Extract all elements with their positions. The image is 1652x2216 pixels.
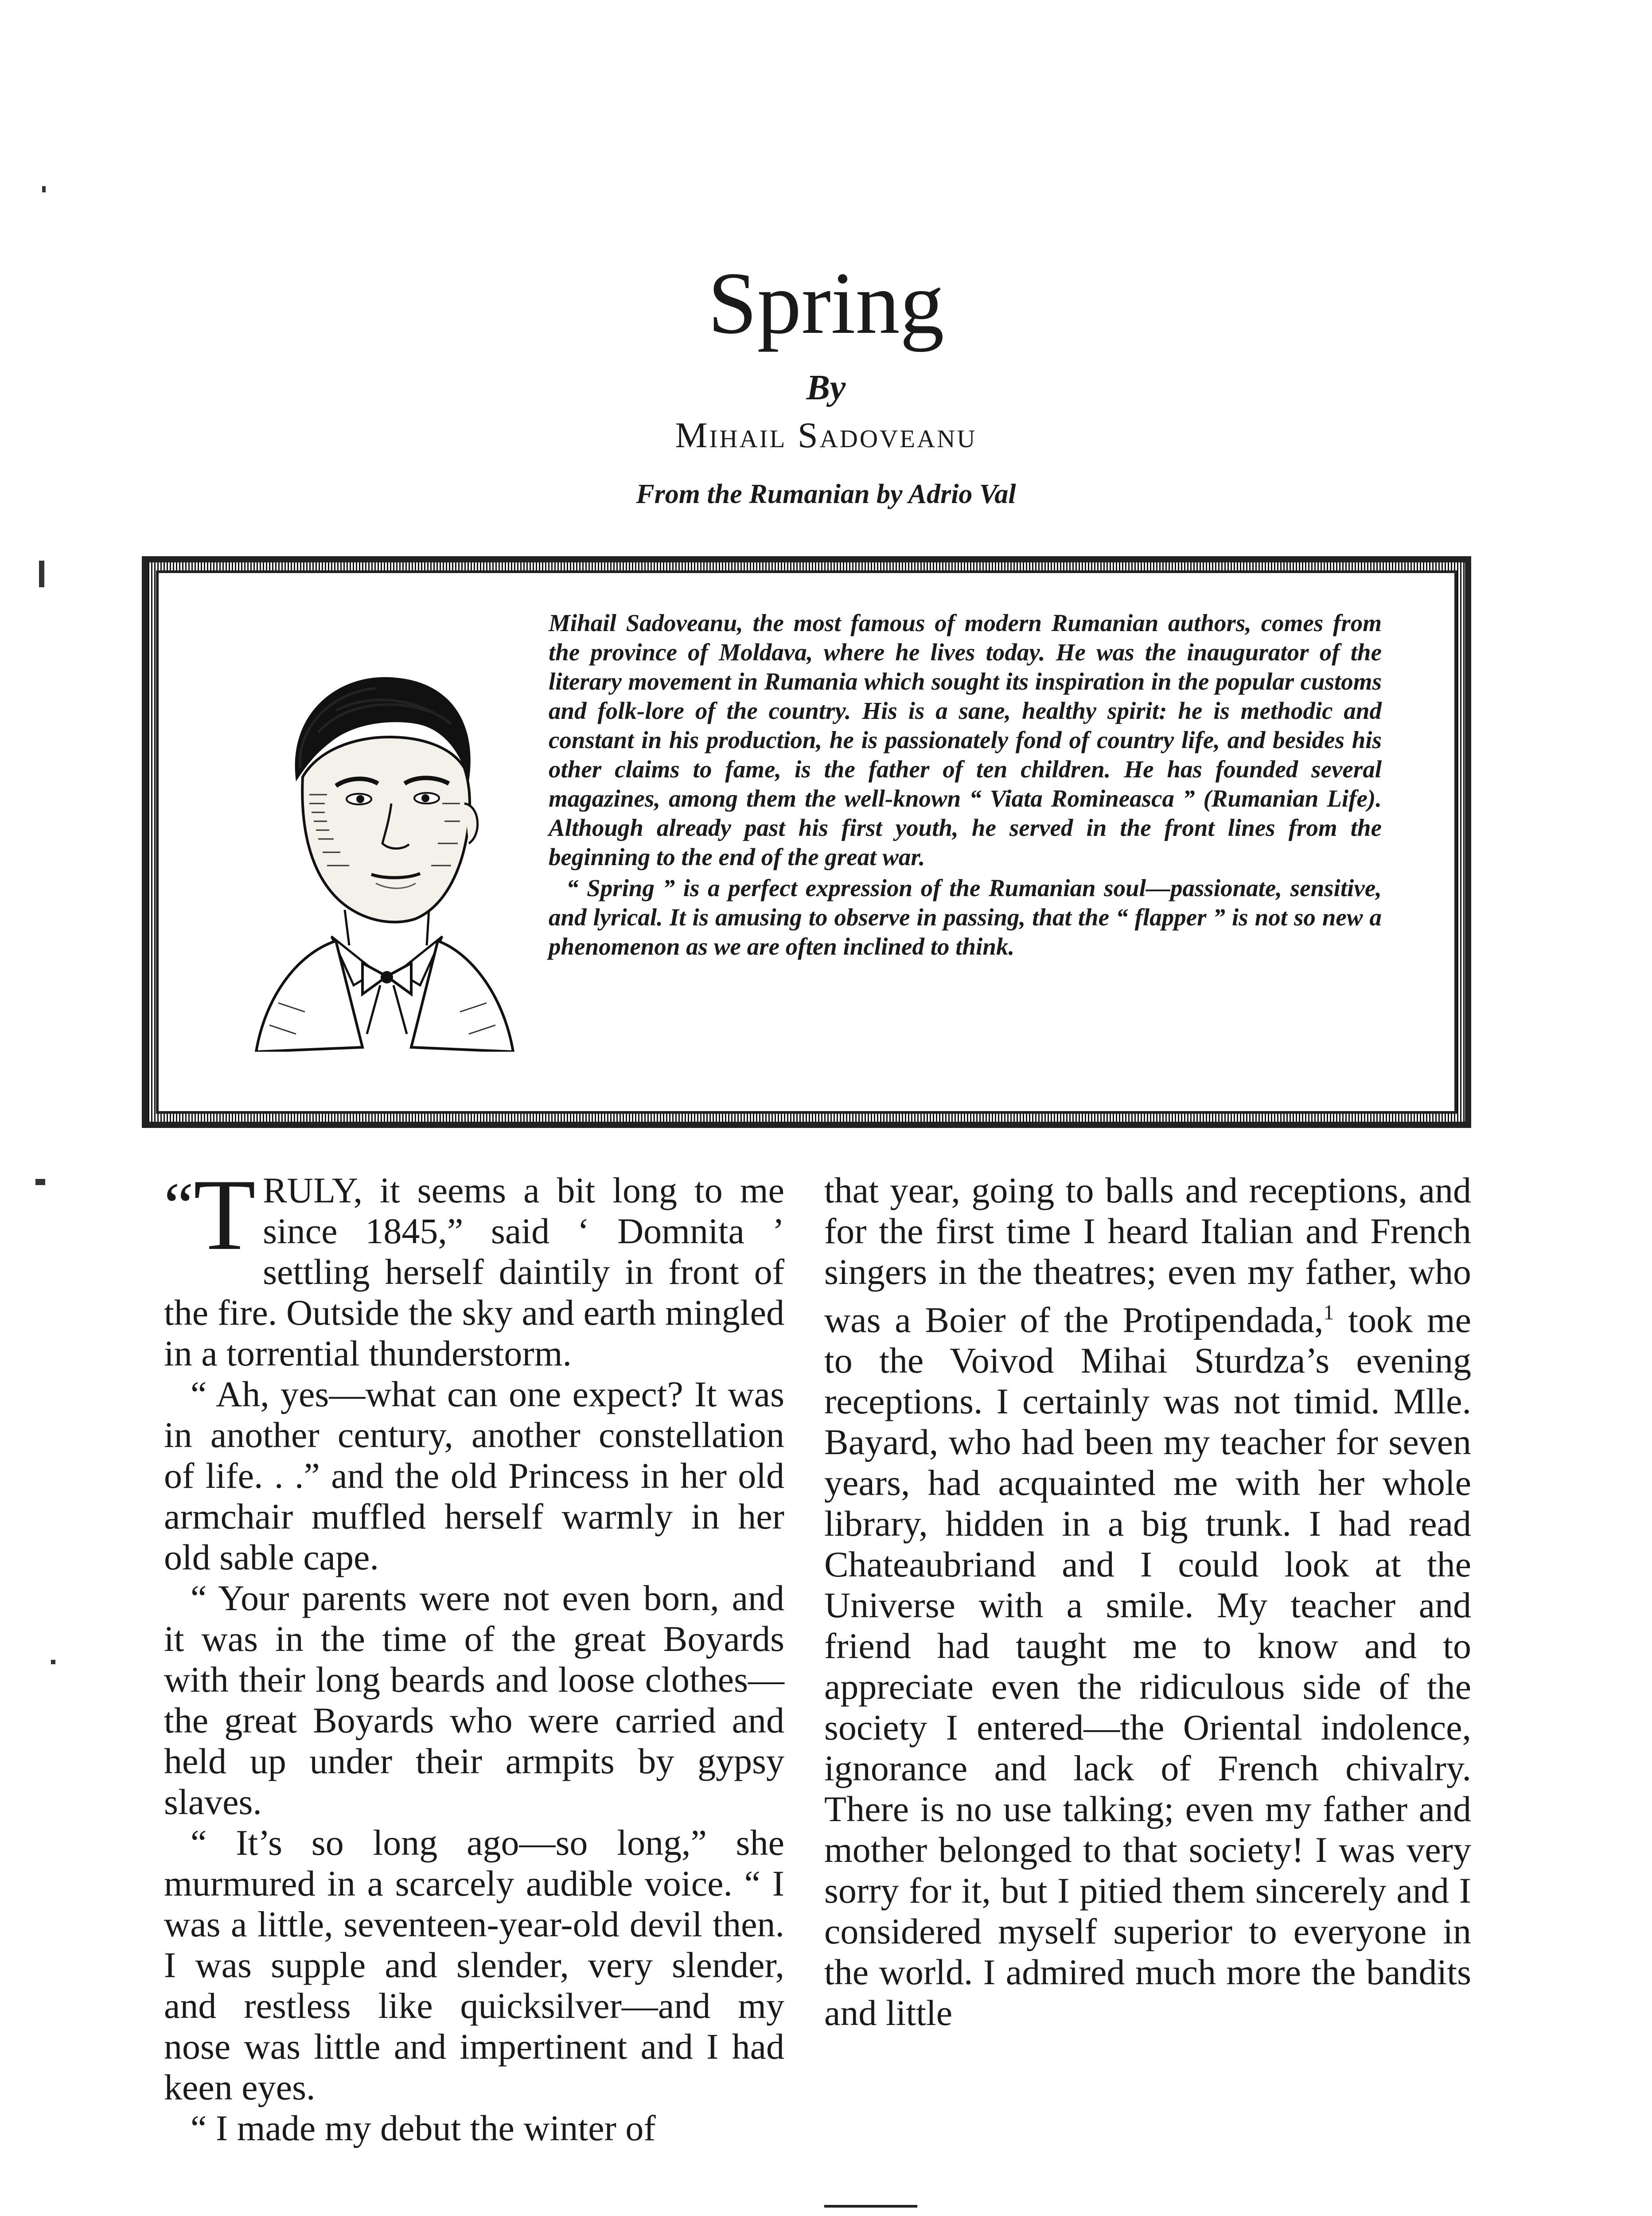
story-paragraph: “ Ah, yes—what can one expect? It was in another century, another constellation of life. . .” and the old Princess in her old armchair muffled herself warmly in her old sable cape.	[164, 1374, 784, 1577]
intro-text	[549, 609, 1382, 961]
author-portrait-illustration	[230, 635, 540, 1052]
author-name	[0, 414, 1652, 456]
footnote-reference: 1	[1323, 1301, 1334, 1324]
dropcap	[164, 1158, 256, 1271]
story-column-right	[824, 1170, 1471, 2033]
dropcap-open-quote: “	[164, 1169, 194, 1243]
story-paragraph-text: RULY, it seems a bit long to me since 1845,” said ‘ Domnita ’ settling herself daintily in front of the fire. Outside the sky and earth mingled in a torrential thunderstorm.	[164, 1170, 784, 1373]
intro-box	[142, 556, 1471, 1128]
margin-speck	[35, 1179, 45, 1185]
translator-credit: From the Rumanian by Adrio Val	[636, 479, 1016, 509]
byline-by: By	[806, 368, 846, 407]
margin-speck	[42, 186, 46, 192]
dropcap-letter: T	[193, 1158, 256, 1271]
story-paragraph	[824, 1170, 1471, 2033]
margin-speck	[51, 1660, 55, 1664]
story-paragraph	[164, 1158, 784, 1374]
intro-paragraph: “ Spring ” is a perfect expression of the Rumanian soul—passionate, sensitive, and lyrical. It is amusing to observe in passing, that the “ flapper ” is not so new a phenomenon as we are often inclined to think.	[549, 874, 1382, 960]
margin-speck	[39, 561, 44, 587]
story-title: Spring	[708, 254, 944, 352]
intro-paragraph: Mihail Sadoveanu, the most famous of modern Rumanian authors, comes from the province of Moldava, where he lives today. He was the inaugurator of the literary movement in Rumania which sought its inspiration in the popular customs and folk-lore of the country. His is a sane, healthy spirit: he is methodic and constant in his production, he is passionately fond of country life, and besides his other claims to fame, is the father of ten children. He has founded several magazines, among them the well-known “ Viata Romineasca ” (Rumanian Life). Although already past his first youth, he served in the front lines from the beginning to the end of the great war.	[549, 609, 1382, 870]
footnote-rule	[824, 2205, 917, 2208]
footnote	[824, 2214, 1471, 2216]
intro-box-inner	[156, 570, 1457, 1114]
story-paragraph: “ Your parents were not even born, and it was in the time of the great Boyards with their long beards and loose clothes—the great Boyards who were carried and held up under their armpits by gypsy slaves.	[164, 1578, 784, 1822]
story-column-left	[164, 1158, 784, 2149]
story-paragraph-text: took me to the Voivod Mihai Sturdza’s evening receptions. I certainly was not timid. Mlle. Bayard, who had been my teacher for seven years, had acquainted me with her whole library, hidden in a big trunk. I had read Chateaubriand and I could look at the Universe with a smile. My teacher and friend had taught me to know and to appreciate even the ridiculous side of the society I entered—the Oriental indolence, ignorance and lack of French chivalry. There is no use talking; even my father and mother belonged to that society! I was very sorry for it, but I pitied them sincerely and I considered myself superior to everyone in the world. I admired much more the bandits and little	[824, 1299, 1472, 2033]
story-paragraph: “ It’s so long ago—so long,” she murmured in a scarcely audible voice. “ I was a little, seventeen-year-old devil then. I was supple and slender, very slender, and restless like quicksilver—and my nose was little and impertinent and I had keen eyes.	[164, 1822, 784, 2107]
author-name-text: Mihail Sadoveanu	[675, 415, 977, 455]
story-paragraph: “ I made my debut the winter of	[191, 2108, 656, 2148]
story-paragraph-text: that year, going to balls and receptions, and for the first time I heard Italian and French singers in the theatres; even my father, who was a Boier of the Protipendada,	[824, 1170, 1471, 1340]
